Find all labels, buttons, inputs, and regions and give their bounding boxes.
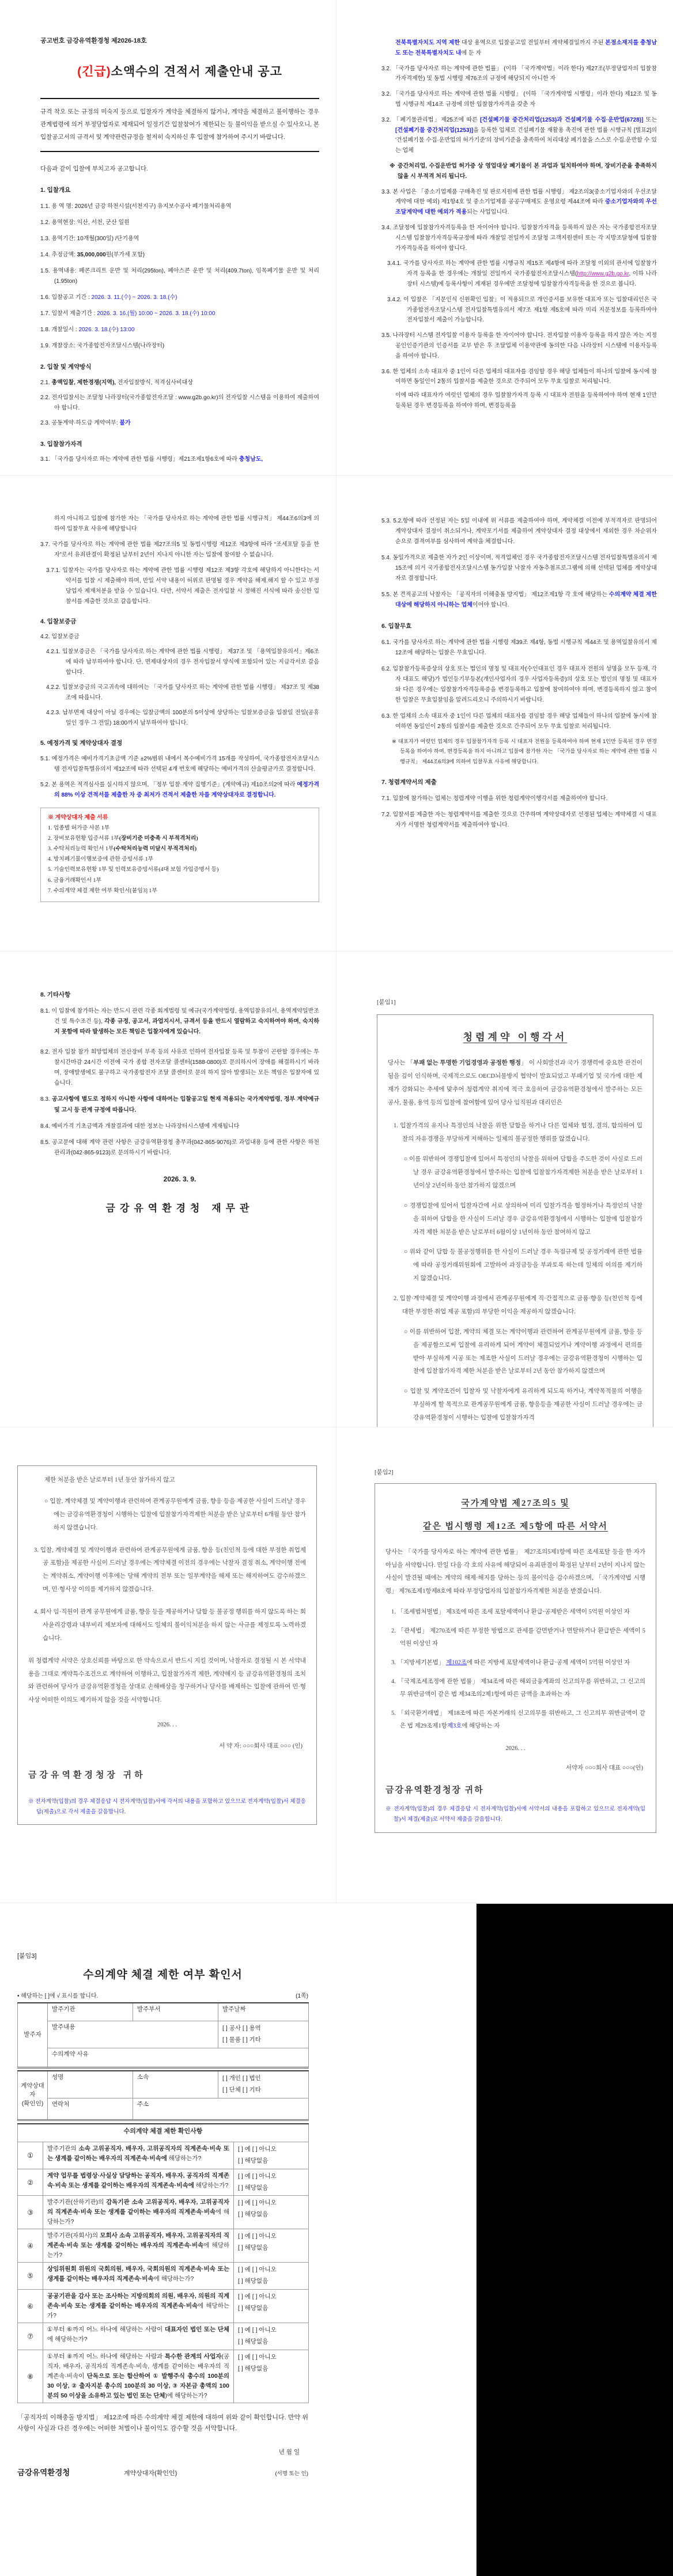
text-run: 35,000,000	[77, 251, 106, 258]
text-run: 2. 장비보유현황 입증서류 1부	[48, 835, 119, 842]
block-p: ○ 이를 위반하여 경쟁입찰에 있어서 특정인의 낙찰을 위하여 담합을 주도한 것이 사실로 드러날 경우 금강유역환경청에서 발주하는 입찰에 입찰참가자격제한 처분을 받은 날로부터 1년이상 2년이하 동안 참가하지 않겠으며	[404, 1156, 642, 1189]
block-p: [붙임2]	[375, 1469, 394, 1476]
text-run: 에 둔 자	[461, 50, 482, 56]
block-p	[40, 325, 319, 335]
block-p	[40, 362, 319, 373]
text-run: 예정가격의 88% 이상 견적서를 제출한 자 중 최저가 견적서 제출한 자를 계약상대자로 결정합니다.	[54, 781, 319, 798]
text-run: 8.1. 이 입찰에 참가하는 자는 반드시 관련 각종 회계법령 및 예규(국가계약법령, 용역입찰유의서, 용역계약일반조건 및 특수조건 등),	[40, 1008, 319, 1025]
block-rule	[40, 151, 319, 152]
text-run: 2026. 3. 18.(수) 13:00	[78, 326, 135, 333]
text-run: 대상 용역으로 입찰공고일 전일부터 계약체결일까지 주된	[460, 40, 606, 46]
text-run: [건설폐기물 중간처리업(1253)과 건설폐기물 수집·운반업(6728)]	[480, 116, 644, 123]
block-p: 4.2.1. 입찰보증금은 「국가를 당사자로 하는 계약에 관한 법률 시행령」 제37조 및 「용역입찰유의서」제6조에 따라 납부하여야 합니다. 단, 면제대상자의 경우 전자입찰서 양식에 포함되어 있는 지급각서로 갈음합니다.	[46, 648, 319, 676]
text-run: 에 해당하는가?	[47, 2242, 229, 2259]
form-cell-chk: [ ] 예 [ ] 아니오 [ ] 해당없음	[234, 2263, 309, 2290]
text-run: 1.7. 입찰서 제출기간 :	[40, 310, 97, 317]
block-p	[48, 844, 312, 854]
text-run: 2026. 3. 16.(월) 10:00 ~ 2026. 3. 18.(수) 10:00	[97, 310, 215, 317]
block-p: 규격 착오 또는 규정의 미숙지 등으로 입찰자가 계약을 체결하지 않거나, 계약을 체결하고 불이행하는 경우 관계법령에 의거 부정당업자로 제재되어 일정기간 입찰참여가 제한되는 등 불이익을 받으실 수 있사오니, 본 입찰공고서의 규격서 및 계약관련규정을 철저히 숙지하신 후 입찰에 참가하여 주시기 바랍니다.	[40, 108, 319, 141]
block-p: ○ 입찰 및 계약조건이 입찰자 및 낙찰자에게 유리하게 되도록 하거나, 계약목적물의 이행을 부실하게 할 목적으로 관계공무원에게 금품, 향응등을 제공한 사실이 드러날 경우에는 금강유역환경청이 시행하는 입찰에 입찰참가자격	[404, 1388, 642, 1422]
text-run: 공고사항에 별도로 정하지 아니한 사항에 대하여는 입찰공고일 현재 적용되는 국가계약법령, 정부 계약예규 및 고시 등 관계 규정에 따릅니다.	[51, 1096, 319, 1113]
block-p: 서약자 ○○○회사 대표 ○○○(인)	[565, 1765, 643, 1772]
block-p: 3.5. 나라장터 시스템 전자입찰 이용자 등록을 한 자이어야 합니다. 전자입찰 이용자 등록을 하지 않은 자는 지정 공인인증기관의 인증서를 교부 받은 후 조달업체 이용약관에 동의한 다음 나라장터 시스템에 이용자등록을 하여야 합니다.	[381, 332, 657, 359]
form-cell-lbl: 소속	[133, 2071, 218, 2098]
block-p	[40, 418, 319, 429]
block-p: 「공직자의 이해충돌 방지법」 제12조에 따른 수의계약 체결 제한에 대하여 위와 같이 확인합니다. 만약 위 사항이 사실과 다른 경우에는 어떠한 처벌이나 불이익도 감수할 것을 서약합니다.	[17, 2414, 308, 2433]
block-p	[385, 1804, 645, 1825]
block-p: 8.2. 전자 입찰 참가 희망업체의 전산장비 부족 등의 사유로 인하여 전자입찰 등록 및 투찰이 곤란할 경우에는 투찰시간마감 24시간 이전에 국가 종합 전자조달 콜센터(1588-0800)로 문의하시어 장애를 해결하시기 바라며, 장애발생에도 불구하고 국가종합전자 조달 콜센터로 문의 하지 않아 발생되는 모든 책임은 입찰자에 있습니다.	[40, 1048, 319, 1087]
form-cell-q	[43, 2196, 234, 2229]
block-p	[391, 1676, 645, 1702]
text-run: 7. 청렴계약서의 제출	[381, 779, 437, 786]
text-run: (수탁처리능력 미달시 부적격처리)	[114, 846, 197, 853]
block-p: 7.2. 입찰서를 제출한 자는 청렴계약서를 제출한 것으로 간주하며 계약상대자로 선정된 업체는 계약체결 시 대표자가 서명한 청렴계약서를 제출하여야 합니다.	[381, 812, 657, 829]
block-p	[40, 293, 319, 303]
form-cell-chk: [ ] 예 [ ] 아니오 [ ] 해당없음	[234, 2169, 309, 2196]
text-run: 청렴계약 이행각서	[463, 1031, 568, 1043]
block-p: 3.4. 조달청에 입찰참가자격등록을 한 자이어야 합니다. 입찰참가자격을 등록하지 않은 자는 국가종합전자조달시스템 입찰참가자격등록규정에 따라 개찰일 전일까지 조달청 고객지원센터 또는 각 지방조달청에 입찰참가자격등록을 하여야 합니다.	[381, 224, 657, 252]
form-cell-chk: [ ] 예 [ ] 아니오 [ ] 해당없음	[234, 2290, 309, 2323]
text-run: 또는	[643, 116, 657, 123]
text-run: 5. 예정가격 및 계약상대자 결정	[40, 739, 123, 747]
block-p	[395, 38, 657, 59]
block-p	[40, 990, 319, 1001]
block-p	[40, 454, 319, 465]
block-p: 6.3. 한 업체의 소속 대표자 중 1인이 다른 업체의 대표자를 겸임할 경우 해당 업체들이 하나의 입찰에 동시에 참여하면 동일인이 2통의 입찰서를 제출한 것으로 간주되어 모두 무효 입찰로 처리됩니다.	[381, 713, 657, 730]
text-run: 되는 사업입니다.	[467, 209, 509, 216]
form-cell-q	[43, 2350, 234, 2403]
block-p: 하지 아니하고 입찰에 참가한 자는 「국가를 당사자로 하는 계약에 관한 법률 시행규칙」 제44조6의3에 의하여 입찰무효 사유에 해당합니다	[54, 516, 319, 532]
block-p: 3.2. 「국가를 당사자로 하는 계약에 관한 법률 시행령」 (이하 「국가계약법 시행령」이라 한다) 제12조 및 동법 시행규칙 제14조 규정에 의한 입찰참가자격을 갖춘 자	[381, 91, 657, 108]
block-p: 4. 방치폐기물이행보증에 관한 증빙서류 1부	[48, 856, 153, 863]
block-p	[40, 439, 319, 450]
form-row	[18, 2290, 309, 2323]
form-cell-chk: [ ] 예 [ ] 아니오 [ ] 해당없음	[234, 2229, 309, 2263]
form-cell-lbl: 수의계약 사유	[48, 2048, 309, 2067]
block-box	[377, 1014, 653, 1427]
block-p: 4.2.2. 입찰보증금의 국고귀속에 대하여는 「국가를 당사자로 하는 계약에 관한 법률 시행령」 제37조 및 제38조에 따릅니다.	[46, 684, 319, 701]
text-run: 1.8. 개찰일시 :	[40, 326, 79, 333]
text-run: , 이하 나라장터 시스템)에 등록사항이 게재된 경우에만 조달청에 입찰참가자격등록을 한 것으로 봅니다.	[407, 271, 657, 287]
page-2-qualifications	[337, 0, 673, 476]
block-p	[385, 1494, 645, 1513]
row-cell: • 해당하는 [ ]에 √ 표시를 합니다.	[17, 1992, 99, 1999]
block-p: 3.6. 한 업체의 소속 대표자 중 1인이 다른 업체의 대표자를 겸임할 경우 해당 업체들이 하나의 입찰에 동시에 참여하면 동일인이 2통의 입찰서를 제출한 것으로 간주되어 모두 무효 입찰로 처리됩니다.	[381, 368, 657, 385]
form-cell-grp: 발주자	[18, 2003, 48, 2067]
text-run: 발주기관의	[47, 2145, 79, 2152]
block-p: 1.2. 용역현장: 익산, 서천, 군산 일원	[40, 219, 130, 226]
form-cell-no: ⑧	[18, 2350, 43, 2403]
block-p	[28, 1766, 306, 1785]
form-cell-hd: 수의계약 체결 제한 확인사항	[18, 2124, 309, 2142]
text-run: 이어야 합니다.	[472, 602, 509, 608]
page-5-etc-and-signature	[0, 952, 337, 1427]
text-run: 발주기관(산하기관)의	[47, 2199, 107, 2206]
form-row	[18, 2124, 309, 2142]
block-p	[40, 378, 319, 388]
page-2-body	[381, 38, 657, 411]
block-p: 3.7.1. 입찰자는 국가를 당사자로 하는 계약에 관한 법률 시행령 제12조 제3항 각호에 해당하지 아니한다는 서약서를 입찰 시 제출해야 하며, 만일 서약 내용이 허위로 판명될 경우 계약을 해제.해지 할 수 있고 부정당업자 제재처분을 받을 수 있습니다. 다만, 서약서 제출은 전자입찰 시 정해진 서식에 따라 송신한 입찰서를 제출한 것으로 갈음합니다.	[46, 567, 319, 605]
block-p: 5.1. 예정가격은 예비가격기초금액 기준 ±2%범위 내에서 복수예비가격 15개를 작성하여, 국가종합전자조달시스템 전자입찰특별유의서 제12조에 따라 선택된 4개 번호에 해당하는 예비가격의 산술평균가로 결정합니다.	[40, 755, 319, 772]
row-cell: (1쪽)	[296, 1992, 308, 1999]
form-cell-lbl: 발주부서	[133, 2003, 218, 2021]
page-1-announcement	[0, 0, 337, 476]
form-cell-no: ⑦	[18, 2323, 43, 2350]
text-run: 수의계약 체결 제한 여부 확인서	[83, 1968, 243, 1981]
form-cell-lbl: 성명	[48, 2071, 133, 2098]
text-run: 전자입찰방식, 적격심사비대상	[116, 380, 193, 387]
page-4-invalid-bid	[337, 476, 673, 952]
form-cell-chk: [ ] 개인 [ ] 법인 [ ] 단체 [ ] 기타	[218, 2071, 309, 2098]
form-cell-lbl: 연락처	[48, 2098, 133, 2120]
page-7-integrity-pledge-2	[0, 1427, 337, 1903]
block-p: 1.1. 용 역 명: 2026년 금강 하천시설(서천지구) 유지보수공사 폐기물처리용역	[40, 203, 232, 210]
form-cell-lbl: 주소	[133, 2098, 309, 2120]
page-5-body	[40, 990, 319, 1218]
block-p: 4.2. 입찰보증금	[40, 633, 80, 640]
text-run: 금강유역환경청 재무관	[105, 1203, 254, 1214]
text-run: 1.4. 추정금액:	[40, 251, 77, 258]
page-1-body	[40, 36, 319, 465]
form-cell-lbl: 발주날짜	[218, 2003, 309, 2021]
block-p	[388, 1057, 642, 1110]
block-p	[381, 777, 657, 788]
block-p: 3.7. 국가를 당사자로 하는 계약에 관한 법률 제27조의5 및 동법시행령 제12조 제3항에 따라 “조세포탈 등을 한 자”로서 유죄판결이 확정된 날부터 2년이 지나지 아니한 자는 입찰에 참여할 수 없습니다.	[40, 541, 319, 558]
text-run: 5.5. 본 견적공고의 낙찰자는 「공직자의 이해충돌 방지법」 제12조제1항 각 호에 해당하는	[381, 592, 609, 598]
form-row	[18, 2003, 309, 2021]
block-tbl	[17, 2070, 309, 2121]
block-p: 5.4. 동일가격으로 제출한 자가 2인 이상이며, 적격업체인 경우 국가종합전자조달시스템 전자입찰특별유의서 제15조에 의거 국가종합전자조달시스템 동가입찰 낙찰자 자동추첨프로그램에 의해 선택된 업체를 계약상대자로 결정합니다.	[381, 555, 657, 582]
form-row	[18, 2071, 309, 2098]
text-run: 3. 입찰참가자격	[40, 441, 82, 448]
block-p	[40, 1173, 319, 1186]
text-run: ①부터 ⑥까지 어느 하나에 해당하는 사람이	[47, 2326, 165, 2333]
form-row	[18, 2350, 309, 2403]
text-run: 2026. 3. 11.(수) ~ 2026. 3. 18.(수)	[91, 294, 177, 301]
block-p: 2.2. 전자입찰서는 조달청 나라장터(국가종합전자조달 : www.g2b.go.kr)의 전자입찰 시스템을 이용하여 제출하여야 합니다.	[40, 395, 319, 412]
block-p	[391, 1657, 645, 1670]
block-p	[28, 1797, 306, 1817]
block-p	[387, 259, 657, 289]
block-p: 2026. . .	[505, 1745, 525, 1752]
block-p: 3.2. 「국가를 당사자로 하는 계약에 관한 법률」 (이하 「국가계약법」이라 한다) 제27조(부정당업자의 입찰참가자격제한) 및 동법 시행령 제76조의 규정에 해당되지 아니한 자	[381, 65, 657, 82]
text-run: 공고번호 금강유역환경청 제2026-18호	[40, 37, 147, 44]
text-run: 에 해당하는가?	[153, 2275, 194, 2283]
text-run: 상임위원회 위원의 국회의원, 배우자, 국회의원의 직계존속·비속 또는 생계를 같이하는 배우자의 직계존속·비속	[47, 2266, 229, 2283]
block-p: ※ 대표자가 여럿인 업체의 경우 입찰참가자격 등록 시 대표자 전원을 등록하여야 하며 현재 1인만 등록된 경우 변경등록을 하여야 하며, 변경등록을 하지 아니하고 입찰에 참가한 자는 「국가를 당사자로 하는 계약에 관한 법률 시행규칙」 제44조6의3에 의하여 입찰무효 사유에 해당합니다.	[392, 738, 657, 764]
text-run: 금강유역환경청장 귀하	[28, 1770, 146, 1780]
block-p: 년 월 일	[278, 2448, 300, 2456]
text-run: 원(부가세 포함)	[105, 251, 145, 258]
form-cell-q	[43, 2142, 234, 2169]
block-p	[48, 834, 312, 843]
text-run: http://www.g2b.go.kr	[577, 271, 629, 278]
block-p: 당사는 「국가를 당사자로 하는 계약에 관한 법률」 제27조의5제1항에 따른 조세포탈 등을 한 자가 아님을 서약합니다. 만일 다음 각 호의 사유에 해당되어 유죄판결이 확정된 날부터 2년이 지나지 않는 사실이 발견될 때에는 계약의 해제·해지를 당하는 등의 불이익을 감수하겠으며, 「국가계약법 시행령」 제76조제1항제8호에 따라 부정당업자의 입찰참가자격제한 처분을 받겠습니다.	[385, 1549, 645, 1594]
form-cell-no: ⑤	[18, 2263, 43, 2290]
form-cell-q	[43, 2323, 234, 2350]
block-p	[40, 61, 319, 83]
block-rule	[40, 98, 319, 99]
text-run: 단독으로 또는 합산하여 ① 발행주식 총수의 100분의 30 이상, ② 출자지분 총수의 100분의 30 이상, ③ 자본금 총액의 100분의 50 이상을 소유하고 있는 법인 또는 단체	[47, 2373, 229, 2400]
text-run: 2.1.	[40, 380, 52, 387]
block-p: [붙임1]	[377, 999, 396, 1006]
block-p: ○ 이를 위반하여 입찰, 계약의 체결 또는 계약이행과 관련하여 관계공무원에게 금품, 향응 등을 제공함으로써 입찰에 유리하게 되어 계약이 체결되었거나 계약이행 과정에서 편의를 받아 부실하게 시공 또는 제조한 사실이 드러날 경우에는 금강유역환경청이 시행하는 입찰에 입찰참가자격 제한 처분을 받은 날로부터 2년 동안 참가하지 않겠으며	[404, 1328, 642, 1375]
block-p	[40, 1006, 319, 1038]
text-run: 해당하는가?	[167, 2154, 202, 2162]
form-row	[18, 2098, 309, 2120]
text-run: 소속 고위공직자, 배우자, 고위공직자의 직계존속·비속 또는 생계를 같이하는 배우자의 직계존속·비속에	[47, 2145, 229, 2162]
row-cell: 계약상대자(확인인)	[124, 2469, 177, 2477]
form-row	[18, 2263, 309, 2290]
form-cell-chk: [ ] 예 [ ] 아니오 [ ] 해당없음	[234, 2350, 309, 2403]
block-p	[388, 1026, 642, 1048]
row-cell: 금강유역환경청	[17, 2468, 70, 2477]
block-p: 7.1. 입찰에 참가하는 업체는 청렴계약 이행을 위한 청렴계약이행각서를 제출하여야 합니다.	[381, 795, 608, 802]
block-p: 1. 업종별 허가증 사본 1부	[48, 824, 110, 831]
text-run: 5.2. 본 용역은 적격심사를 실시하지 않으며, 「정부 입찰·계약 집행기준」(계약예규) 제10조의2에 따라	[40, 781, 297, 788]
block-row	[17, 2467, 308, 2479]
block-p: 1. 「조세범처벌법」 제3조에 따른 조세 포탈세액이나 환급·공제받은 세액이 5억원 이상인 자	[391, 1609, 630, 1616]
text-run: 수의계약 체결 제한대상에 해당하지 아니하는 업체	[395, 592, 657, 608]
block-p	[40, 616, 319, 627]
page-7-body	[17, 1465, 317, 1825]
text-run: ※ 계약상대자 제출 서류	[48, 814, 108, 821]
text-run: 발주기관(자회사)의	[47, 2232, 100, 2240]
form-cell-lbl: 발주기관	[48, 2003, 133, 2021]
form-row	[18, 2196, 309, 2229]
form-cell-chk: [ ] 예 [ ] 아니오 [ ] 해당없음	[234, 2196, 309, 2229]
block-p	[381, 590, 657, 611]
block-p: 4. 회사 임·직원이 관계 공무원에게 금품, 향응 등을 제공하거나 담합 등 불공정 행위를 하지 않도록 하는 회사윤리강령과 내부비리 제보자에 대해서도 일체의 불이익처분을 하지 않는 사규를 제정토록 노력하겠습니다.	[34, 1609, 306, 1642]
form-cell-q	[43, 2229, 234, 2263]
text-run: 3. 수탁처리능력 확인서 1부	[48, 846, 114, 853]
block-p: 8.4. 예비가격 기초금액과 개찰결과에 대한 정보는 나라장터시스템에 게재됩니다	[40, 1123, 240, 1130]
text-run: 3.3. 본 사업은 「중소기업제품 구매촉진 및 판로지원에 관한 법률 시행령」 제2조의3(중소기업자와의 우선조달계약에 대한 예외) 제1항4호 및 중소기업제품 공공구매제도 운영요령 제44조에 따라	[381, 188, 657, 206]
form-cell-no: ②	[18, 2169, 43, 2196]
block-p	[40, 250, 319, 260]
block-p	[385, 1781, 645, 1800]
block-p: 위 청렴계약 서약은 상호신뢰를 바탕으로 한 약속으로서 반드시 지킬 것이며, 낙찰자로 결정될 시 본 서약내용을 그대로 계약특수조건으로 계약하여 이행하고, 입찰참가자격 제한, 계약해지 등 금강유역환경청의 조치와 관련하여 당사가 금강유역환경청을 상대로 손해배상을 청구하거나 당사를 배제하는 입찰에 관하여 민·형사상 어떠한 이의도 제기하지 않을 것을 서약합니다.	[28, 1657, 306, 1704]
block-p: 5. 기술인력보유현황 1부 및 인력보유증빙서류(4대 보험 가입증명서 등)	[48, 866, 219, 873]
form-row	[18, 2229, 309, 2263]
page-9-restriction-check-form	[0, 1903, 476, 2576]
block-p: 3. 입찰, 계약체결 및 계약이행과 관련하여 관계공무원에게 금품, 향응 등(친인척 등에 대한 부정한 취업제공 포함)을 제공한 사실이 드러날 경우에는 계약체결 이전의 경우에는 낙찰자 결정 취소, 계약이행 전에는 계약취소, 계약이행 이후에는 당해 계약의 전부 또는 일부계약을 해제 또는 해지하여도 감수하겠으며, 민·형사상 이의를 제기하지 않겠습니다.	[34, 1547, 306, 1593]
text-run: 3.2. 「폐기물관리법」제25조에 따른	[381, 116, 481, 123]
block-p: 서 약 자: ○○○회사 대표 ○○○ (인)	[219, 1743, 303, 1749]
block-p	[385, 1517, 645, 1536]
text-run: (긴급)	[77, 65, 111, 78]
text-run: 3. 「지방세기본법」	[391, 1660, 446, 1666]
form-row	[18, 2021, 309, 2048]
form-row	[18, 2169, 309, 2196]
form-row	[18, 2323, 309, 2350]
block-p: ○ 위와 같이 담합 등 불공정행위를 한 사실이 드러날 경우 독점규제 및 공정거래에 관한 법률에 따라 공정거래위원회에 고발하여 과징금등을 부과토록 하는데 일체의 이의를 제기하지 않겠습니다.	[404, 1249, 642, 1282]
text-run: 4. 입찰보증금	[40, 618, 77, 625]
text-run: 에 해당하는가?	[47, 2336, 88, 2343]
block-box	[375, 1483, 656, 1833]
form-cell-q	[43, 2290, 234, 2323]
page-3-body	[40, 514, 319, 902]
text-run: 2. 입찰 및 계약방식	[40, 363, 92, 370]
text-run: 8.3.	[40, 1096, 52, 1103]
text-run: (공직자, 배우자, 공직자의 직계존속·비속, 생계를 같이하는 배우자의 직계존속·비속이	[47, 2353, 229, 2380]
text-run: 당사는 「	[388, 1059, 414, 1066]
block-p	[48, 813, 312, 823]
text-run: 1.6. 입찰공고 기간 :	[40, 294, 92, 301]
block-tbl	[17, 2002, 309, 2069]
block-p: 2026. . .	[157, 1722, 177, 1729]
block-p: ○ 경쟁입찰에 있어서 입찰자간에 서로 상의하여 미리 입찰가격을 협정하거나 특정인의 낙찰을 위하여 담합을 한 사실이 드러날 경우 금강유역환경청에서 시행하는 입찰에 입찰참가자격 제한 처분을 받은 날로부터 6월이상 1년이하 동안 참여하지 않고	[404, 1202, 642, 1236]
text-run: 」 이 사회발전과 국가 경쟁력에 중요한 관건이 됨을 깊이 인식하며, 국제적으로도 OECD뇌물방지 협약이 발효되었고 부패기업 및 국가에 대한 제재가 강화되는 추세에 맞추어 청렴계약 취지에 적극 호응하여 금강유역환경청에서 발주하는 모든 공사, 물품, 용역 등의 입찰에 참여함에 있어 당사 임직원과 대리인은	[388, 1059, 642, 1106]
text-run: 6. 입찰무효	[381, 623, 412, 630]
form-row	[18, 2142, 309, 2169]
text-run: 8. 기타사항	[40, 991, 71, 998]
text-run: (장비기준 미충족 시 부적격처리)	[119, 835, 198, 842]
block-p	[40, 1094, 319, 1115]
text-run: ①부터 ⑧까지 어느 하나에 해당하는 사람과	[47, 2353, 165, 2361]
text-run: 공공기관을 감사 또는 조사하는 지방의회의 의원, 배우자, 의원의 직계존속·비속 또는 생계를 같이하는 배우자의 직계존속·비속	[47, 2293, 229, 2310]
block-p: 2. 「관세법」 제270조에 따른 부정한 방법으로 관세를 감면받거나 면탈하거나 환급받은 세액이 5억원 이상인 자	[391, 1627, 645, 1647]
form-cell-q	[43, 2169, 234, 2196]
block-p: 6.1. 국가를 당사자로 하는 계약에 관한 법률 시행령 제39조 제4항, 동법 시행규칙 제44조 및 용역입찰유의서 제12조에 해당하는 입찰은 무효입니다.	[381, 639, 657, 656]
block-p	[40, 36, 319, 47]
text-run: 을 등록한 업체로 건설폐기물 재활용 촉진에 관한 법률 시행규칙 [별표2]의 '건설폐기물 수집·운반업의 허가기준'의 장비기준을 충족하여 처리대상 폐기물을 스스로 수집.운반할 수 있는 업체	[395, 127, 657, 154]
text-run: ※ 전자계약(입찰)의 경우 체결응답 시 전자계약(입찰)서에 각서의 내용을 포함하고 있으므로 전자계약(입찰)서 체결응답(제출)으로 각서 제출을 갈음합니다.	[28, 1798, 306, 1815]
block-p	[40, 185, 319, 196]
text-run: [건설폐기물 중간처리업(1253)]	[395, 127, 474, 134]
block-p	[381, 115, 657, 156]
text-run: 국가계약법 제27조의5 및	[461, 1498, 570, 1508]
text-run: 1. 입찰개요	[40, 186, 71, 194]
block-p: ○ 입찰, 계약체결 및 계약이행과 관련하여 관계공무원에게 금품, 향응 등을 제공한 사실이 드러날 경우에는 금강유역환경청이 시행하는 입찰에 입찰참가자격제한 처분을 받은 날로부터 6개월 동안 참가하지 않겠습니다.	[44, 1498, 306, 1531]
block-p	[40, 1200, 319, 1218]
block-row	[17, 1992, 308, 2001]
form-cell-grp: 계약상대자 (확인인)	[18, 2071, 48, 2120]
block-p: 6.2. 입찰참가등록증상의 상호 또는 법인의 명칭 및 대표자(수인대표인 경우 대표자 전원의 성명을 모두 등재, 각자 대표도 해당)가 법인등기부등본(개인사업자의 경우 사업자등록증)의 상호 또는 법인의 명칭 및 대표자와 다른 경우에는 입찰참가자격등록증을 변경등록하고 입찰에 참여하여야 하며, 변경등록하지 않고 참여한 입찰은 무효입찰임을 알려드리오니 주의하시기 바랍니다.	[381, 665, 657, 703]
block-p	[17, 1967, 308, 1984]
block-p: 다음과 같이 입찰에 부치고자 공고합니다.	[40, 165, 149, 172]
text-run: 부패 없는 투명한 기업경영과 공정한 행정	[413, 1059, 521, 1066]
page-8-tax-oath	[337, 1427, 673, 1903]
text-run: 2.3. 공동계약·하도급 계약여부:	[40, 420, 120, 427]
row-cell: (서명 또는 인)	[275, 2470, 308, 2477]
block-p: 8.5. 공고문에 대해 계약 관련 사항은 금강유역환경청 총무과(042-865-9076)로 과업내용 등에 관한 사항은 하천관리과(042-865-9123)로 문의하시기 바랍니다.	[40, 1139, 319, 1157]
page-4-body	[381, 516, 657, 831]
text-run: 에 따른 지방세 포탈세액이나 환급·공제 세액이 5억원 이상인 자	[467, 1660, 630, 1666]
block-p	[391, 1707, 645, 1733]
text-run: 불가	[119, 420, 131, 427]
block-p: 1.9. 개찰장소: 국가종합전자조달시스템(나라장터)	[40, 342, 165, 349]
block-p	[381, 187, 657, 218]
text-run: ※ 전자계약(입찰)의 경우 체결응답 시 전자계약(입찰)서에 서약서의 내용을 포함하고 있으므로 전자계약(입찰)서 체결(제출)로 서약서 제출을 갈음합니다.	[385, 1806, 645, 1823]
text-run: 본점소재지를 충청남도 또는 전북특별자치도 내	[395, 40, 657, 56]
form-cell-no: ④	[18, 2229, 43, 2263]
text-run: 2026. 3. 9.	[163, 1175, 196, 1184]
form-cell-chk: [ ] 예 [ ] 아니오 [ ] 해당없음	[234, 2142, 309, 2169]
text-run: 제102조	[445, 1660, 467, 1666]
block-box	[40, 808, 319, 902]
form-cell-q	[43, 2263, 234, 2290]
block-tbl	[17, 2123, 309, 2404]
text-run: 특수한 관계의 사업자	[164, 2353, 222, 2361]
form-cell-chk: [ ] 공사 [ ] 용역 [ ] 물품 [ ] 기타	[218, 2021, 309, 2048]
text-run: 5. 「외국환거래법」 제18조에 따른 자본거래의 신고의무를 위반하고, 그 신고의무 위반금액이 같은 법 제29조제1항	[391, 1710, 645, 1730]
page-9-body	[17, 1952, 308, 2479]
form-cell-lbl: 발주내용	[48, 2021, 218, 2048]
form-row	[18, 2048, 309, 2067]
text-run: 에 해당하는가?	[47, 2302, 229, 2320]
form-cell-no: ③	[18, 2196, 43, 2229]
text-run: 중소기업자와의 우선조달계약에 대한 예외가 적용	[395, 199, 657, 216]
text-run: 모회사 소속 고위공직자, 배우자, 고위공직자의 직계존속·비속 또는 생계를 같이하는 배우자의 직계존속·비속	[47, 2232, 230, 2249]
form-cell-chk: [ ] 예 [ ] 아니오 [ ] 해당없음	[234, 2323, 309, 2350]
block-p	[390, 161, 657, 182]
block-p: 7. 수의계약 체결 제한 여부 확인서[붙임3] 1부	[48, 887, 157, 894]
block-p	[40, 309, 319, 319]
text-run: 소액수의 견적서 제출안내 공고	[111, 65, 282, 78]
text-run: 3.1. 「국가를 당사자로 하는 계약에 관한 법률 시행령」제21조제1항6호에 따라	[40, 456, 239, 463]
block-p: 6. 금융거래확인서 1부	[48, 877, 101, 884]
text-run: 대표자인 법인 또는 단체	[164, 2326, 230, 2333]
page-8-body	[375, 1467, 656, 1833]
text-run: 에 해당하는가?	[47, 2208, 229, 2226]
text-run: 충청남도,	[239, 456, 263, 463]
block-p: 3.4.2. 이 입찰은 「지문인식 신원확인 입찰」이 적용되므로 개인증서를 보유한 대표자 또는 입찰대리인은 국가종합전자조달시스템 전자입찰특별유의서 제7조 제1항 제5호에 따라 미리 지문정보를 등록하여야 전자입찰서 제출이 가능합니다.	[387, 296, 657, 324]
text-run: 감독기관 소속 고위공직자, 배우자, 고위공직자의 직계존속·비속 또는 생계를 같이하는 배우자의 직계존속·비속	[47, 2199, 229, 2216]
block-p	[381, 621, 657, 632]
block-p: 1.3. 용역기간: 10개월(300일) /단기용역	[40, 235, 139, 242]
text-run: 에 해당하는 자	[462, 1723, 500, 1730]
text-run: 제3호	[447, 1723, 462, 1730]
text-run: 각종 규정, 공고서, 과업지시서, 규격서 등을 반드시 열람하고 숙지하여야 하며, 숙지하지 못함에 따라 발생하는 모든 책임은 입찰자에게 있습니다.	[54, 1018, 319, 1036]
text-run: 계약 업무를 법령상·사실상 담당하는 공직자, 배우자, 공직자의 직계존속·비속 또는 생계를 같이하는 배우자의 직계존속·비속에	[47, 2172, 229, 2189]
text-run: 3.4.1. 국가를 당사자로 하는 계약에 관한 법률 시행규칙 제15조 제4항에 따라 조달청 이외의 관서에 입찰참가자격 등록을 한 경우에는 개찰일 전일까지 국가종합전자조달시스템(	[387, 260, 657, 278]
block-p: 1.5. 용역내용: 폐콘크리트 운반 및 처리(295ton), 폐아스콘 운반 및 처리(409.7ton), 임목폐기물 운반 및 처리(1.95ton)	[40, 267, 319, 285]
block-p: [붙임3]	[17, 1953, 37, 1960]
text-run: )에 해당하는가?	[165, 2392, 207, 2400]
form-cell-no: ①	[18, 2142, 43, 2169]
block-p	[40, 738, 319, 749]
text-run: 금강유역환경청장 귀하	[385, 1785, 484, 1795]
block-p	[40, 780, 319, 801]
block-p: 2. 입찰·계약체결 및 계약이행 과정에서 관계공무원에게 직·간접적으로 금품·향응 등(친인척 등에 대한 부정한 취업 제공 포함)의 부당한 이익을 제공하지 않겠습니다.	[394, 1295, 642, 1315]
block-p: 제한 처분을 받은 날로부터 1년 동안 참가하지 않고	[44, 1477, 175, 1483]
block-p: 5.3. 5.2.항에 따라 선정된 자는 5일 이내에 위 서류를 제출하여야 하며, 계약체결 이전에 부적격자로 판명되어 계약상대자 결정이 취소되거나, 계약포기서를 제출하여 계약상대자 결정 대상에서 제외한 경우 차순위자 순으로 결격여부를 심사하여 계약을 체결합니다.	[381, 518, 657, 545]
text-run: 4. 「국제조세조정에 관한 법률」 제34조에 따른 해외금융계좌의 신고의무를 위반하고, 그 신고의무 위반금액이 같은 법 제34조의2제1항에 따른 금액을 초과하는 자	[391, 1678, 645, 1698]
block-p: 1. 입찰가격의 유지나 특정인의 낙찰을 위한 담합을 하거나 다른 업체와 협정, 결의, 합의하여 입찰의 자유경쟁을 부당하게 저해하는 일체의 불공정한 행위를 않겠습니다.	[394, 1123, 642, 1143]
text-run: 같은 법시행령 제12조 제5항에 따른 서약서	[422, 1521, 608, 1531]
text-run: 총액입찰, 제한경쟁(지역),	[51, 380, 116, 387]
text-run: 전북특별자치도 지역 제한	[395, 40, 460, 46]
page-6-integrity-pledge-1	[337, 952, 673, 1427]
page-6-body	[377, 997, 653, 1427]
text-run: 해당하는가?	[194, 2181, 229, 2189]
block-p: 4.2.3. 납부면제 대상이 아닐 경우에는 입찰금액의 100분의 5이상에 상당하는 입찰보증금을 입찰일 전일(공휴일인 경우 그 전일) 18:00까지 납부하여야 합니다.	[46, 709, 319, 726]
block-box	[17, 1465, 317, 1825]
block-p: 이에 따라 대표자가 여럿인 업체의 경우 입찰참가자격 등록 시 대표자 전원을 등록하여야 하며 현재 1인만 등록된 경우 변경등록을 하여야 하며, 변경등록을	[395, 392, 657, 409]
text-run: ※ 중간처리업, 수집운반업 허가증 상 영업대상 폐기물이 본 과업과 일치하여야 하며, 장비기준을 충족하지 않을 시 부적격 처리 됩니다.	[390, 162, 657, 180]
form-cell-no: ⑥	[18, 2290, 43, 2323]
page-3-bid-bond-price	[0, 476, 337, 952]
